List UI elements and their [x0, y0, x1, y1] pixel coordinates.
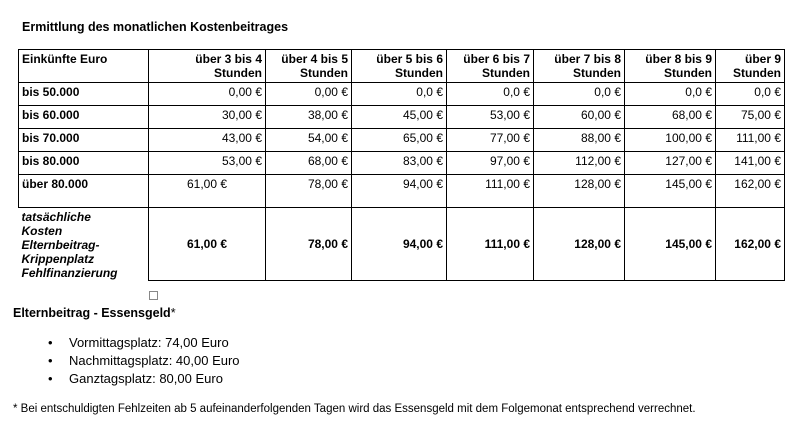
header-line1: über 6 bis 7 [463, 52, 530, 66]
table-cell: 141,00 € [716, 152, 785, 175]
actual-label-line: Kosten [21, 224, 63, 238]
row-label: bis 70.000 [19, 129, 149, 152]
table-cell: 0,0 € [447, 83, 534, 106]
table-row [19, 83, 785, 106]
table-cell: 112,00 € [534, 152, 625, 175]
actual-label-line: Fehlfinanzierung [21, 266, 118, 280]
list-item [48, 370, 240, 388]
list-item-text: Ganztagsplatz: 80,00 Euro [69, 371, 223, 386]
bullet-icon: • [48, 371, 53, 386]
table-cell: 60,00 € [534, 106, 625, 129]
header-line2: Stunden [300, 66, 348, 80]
table-cell: 65,00 € [352, 129, 447, 152]
table-row [19, 152, 785, 175]
row-label: bis 80.000 [19, 152, 149, 175]
actual-label-line: tatsächliche [21, 210, 91, 224]
actual-cost-cell: 111,00 € [447, 208, 534, 281]
table-cell: 0,0 € [625, 83, 716, 106]
table-cell: 53,00 € [447, 106, 534, 129]
header-line1: über 4 bis 5 [281, 52, 348, 66]
header-line2: Stunden [733, 66, 781, 80]
row-label: über 80.000 [19, 175, 149, 208]
table-cell: 111,00 € [447, 175, 534, 208]
actual-cost-cell: 145,00 € [625, 208, 716, 281]
actual-label-line: Elternbeitrag- [21, 238, 100, 252]
bullet-icon: • [48, 353, 53, 368]
table-cell: 94,00 € [352, 175, 447, 208]
table-cell: 68,00 € [266, 152, 352, 175]
table-cell: 0,00 € [149, 83, 266, 106]
table-cell: 100,00 € [625, 129, 716, 152]
table-cell: 53,00 € [149, 152, 266, 175]
header-column [352, 50, 447, 83]
table-cell: 43,00 € [149, 129, 266, 152]
header-column [716, 50, 785, 83]
header-line2: Stunden [214, 66, 262, 80]
header-line2: Stunden [573, 66, 621, 80]
row-label: bis 50.000 [19, 83, 149, 106]
header-column [534, 50, 625, 83]
table-cell: 145,00 € [625, 175, 716, 208]
header-column [149, 50, 266, 83]
header-line1: über 5 bis 6 [376, 52, 443, 66]
meal-fee-heading-text: Elternbeitrag - Essensgeld [13, 306, 171, 320]
meal-fee-list [48, 334, 240, 388]
document-title: Ermittlung des monatlichen Kostenbeitrages [22, 20, 289, 34]
actual-label-line: Krippenplatz [21, 252, 95, 266]
meal-fee-heading [13, 306, 176, 320]
header-column [625, 50, 716, 83]
actual-cost-label [19, 208, 149, 281]
table-cell: 30,00 € [149, 106, 266, 129]
table-cell: 0,0 € [352, 83, 447, 106]
list-item [48, 334, 240, 352]
header-line1: über 8 bis 9 [645, 52, 712, 66]
table-cell: 128,00 € [534, 175, 625, 208]
header-line2: Stunden [395, 66, 443, 80]
header-column [266, 50, 352, 83]
header-line2: Stunden [664, 66, 712, 80]
table-cell: 78,00 € [266, 175, 352, 208]
table-header-row [19, 50, 785, 83]
table-cell: 61,00 € [149, 175, 266, 208]
row-label: bis 60.000 [19, 106, 149, 129]
list-item-text: Vormittagsplatz: 74,00 Euro [69, 335, 229, 350]
table-cell: 0,0 € [716, 83, 785, 106]
header-line1: über 9 [744, 52, 781, 66]
cost-table [18, 49, 785, 281]
header-line2: Stunden [482, 66, 530, 80]
table-cell: 83,00 € [352, 152, 447, 175]
actual-cost-cell: 162,00 € [716, 208, 785, 281]
table-cell: 0,00 € [266, 83, 352, 106]
actual-cost-cell: 61,00 € [149, 208, 266, 281]
table-row [19, 175, 785, 208]
table-cell: 38,00 € [266, 106, 352, 129]
header-line1: über 7 bis 8 [554, 52, 621, 66]
table-cell: 162,00 € [716, 175, 785, 208]
list-item-text: Nachmittagsplatz: 40,00 Euro [69, 353, 240, 368]
bullet-icon: • [48, 335, 53, 350]
header-income: Einkünfte Euro [19, 50, 149, 83]
table-row [19, 106, 785, 129]
table-cell: 97,00 € [447, 152, 534, 175]
table-cell: 54,00 € [266, 129, 352, 152]
table-row [19, 129, 785, 152]
actual-cost-cell: 78,00 € [266, 208, 352, 281]
actual-cost-cell: 128,00 € [534, 208, 625, 281]
actual-cost-row [19, 208, 785, 281]
table-cell: 68,00 € [625, 106, 716, 129]
table-cell: 0,0 € [534, 83, 625, 106]
list-item [48, 352, 240, 370]
table-cell: 45,00 € [352, 106, 447, 129]
anchor-checkbox[interactable] [149, 291, 158, 300]
table-cell: 77,00 € [447, 129, 534, 152]
footnote-marker: * [170, 306, 176, 320]
header-line1: über 3 bis 4 [195, 52, 262, 66]
table-cell: 75,00 € [716, 106, 785, 129]
table-cell: 127,00 € [625, 152, 716, 175]
footnote: * Bei entschuldigten Fehlzeiten ab 5 aufeinanderfolgenden Tagen wird das Essensgeld mit dem Folgemonat entsprechend verrechnet. [13, 403, 696, 415]
header-column [447, 50, 534, 83]
table-cell: 88,00 € [534, 129, 625, 152]
table-cell: 111,00 € [716, 129, 785, 152]
actual-cost-cell: 94,00 € [352, 208, 447, 281]
